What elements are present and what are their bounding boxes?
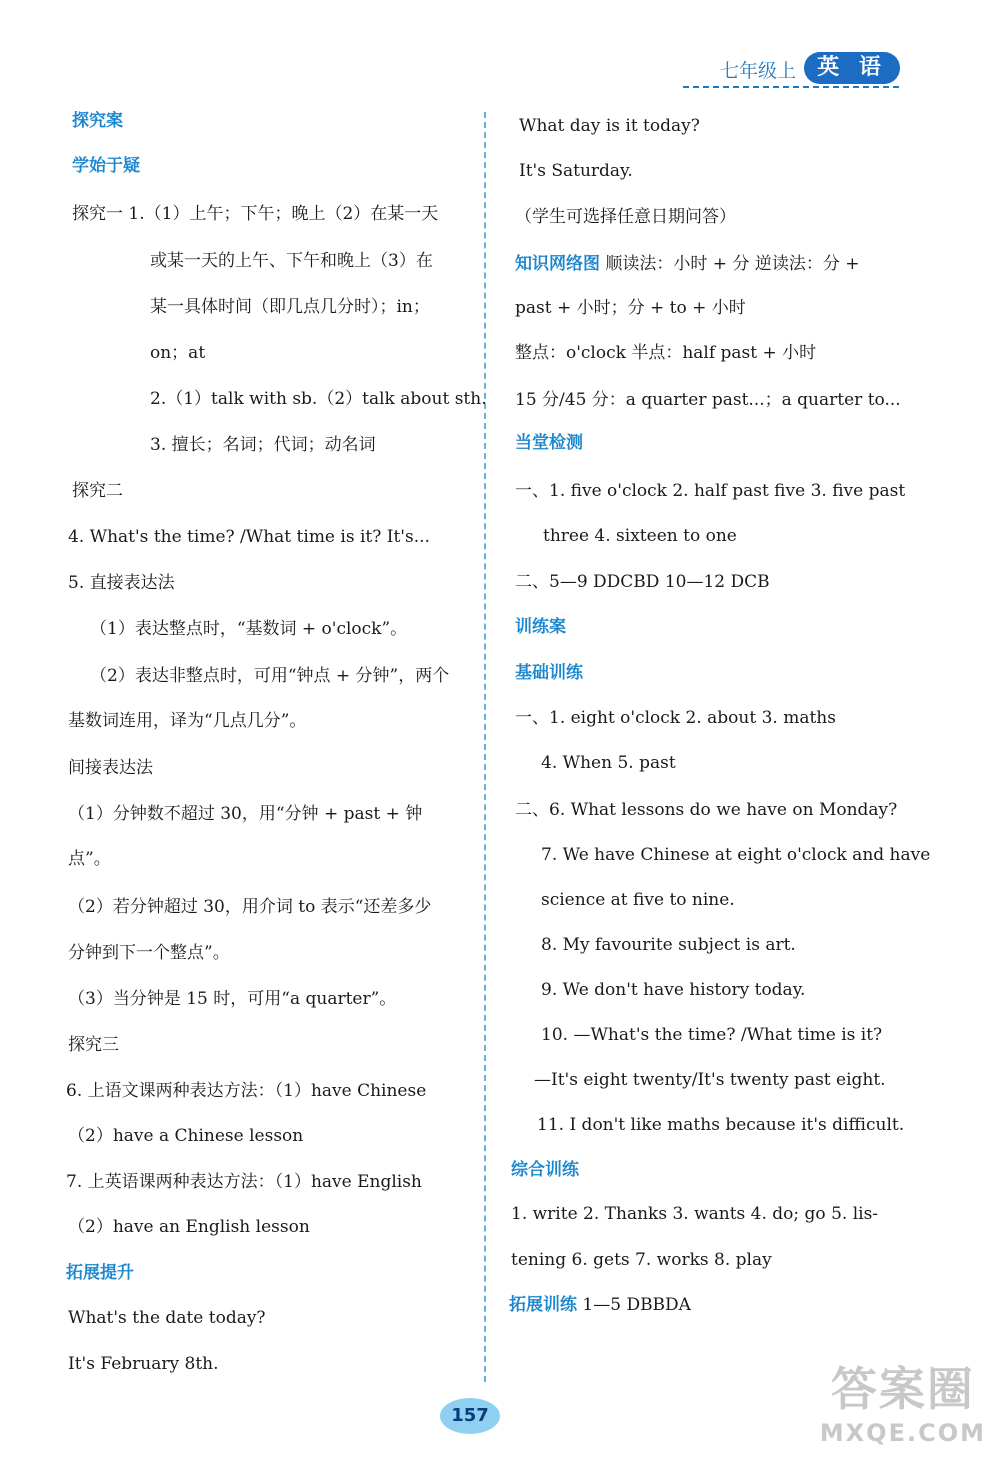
section-heading [515, 662, 583, 684]
line-text: 二、5—9 DDCBD 10—12 DCB [515, 572, 770, 592]
text-line [541, 1024, 882, 1046]
text-line [68, 1307, 266, 1329]
section-heading [72, 110, 123, 132]
text-line [541, 934, 796, 956]
text-line [68, 572, 175, 594]
line-text: 间接表达法 [68, 758, 153, 778]
text-line [68, 803, 422, 825]
section-heading-text: 拓展提升 [66, 1263, 134, 1283]
text-line [511, 1249, 772, 1271]
text-line [515, 571, 770, 593]
text-line [543, 525, 737, 547]
text-line [66, 1171, 422, 1193]
line-text: （1）表达整点时，“基数词 + o'clock”。 [90, 619, 408, 639]
text-line [68, 988, 396, 1010]
line-text: （2）have an English lesson [68, 1217, 310, 1237]
line-text: 4. When 5. past [541, 753, 676, 773]
line-text: 9. We don't have history today. [541, 980, 806, 1000]
section-heading [515, 253, 860, 275]
text-line [72, 480, 123, 502]
text-line [68, 1125, 303, 1147]
line-text: 7. 上英语课两种表达方法：（1）have English [66, 1172, 422, 1192]
header-underline [683, 86, 899, 88]
line-text: past + 小时；分 + to + 小时 [515, 298, 746, 318]
line-text: 15 分/45 分：a quarter past...；a quarter to... [515, 390, 901, 410]
subject-badge: 英 语 [804, 52, 900, 84]
text-line [68, 1353, 219, 1375]
text-line [515, 342, 816, 364]
line-text: science at five to nine. [541, 890, 735, 910]
text-line [68, 942, 230, 964]
line-text: tening 6. gets 7. works 8. play [511, 1250, 772, 1270]
section-heading [66, 1262, 134, 1284]
watermark-cn: 答案圈 [830, 1362, 975, 1416]
text-line [72, 203, 438, 225]
text-line [541, 889, 735, 911]
grade-label: 七年级上 [719, 60, 796, 82]
text-line [68, 1034, 119, 1056]
line-text: 探究二 [72, 481, 123, 501]
line-text: （2）若分钟超过 30，用介词 to 表示“还差多少 [68, 897, 432, 917]
line-text: It's Saturday. [519, 161, 633, 181]
text-line [534, 1069, 886, 1091]
line-text: 4. What's the time? /What time is it? It's... [68, 527, 430, 547]
text-line [537, 1114, 904, 1136]
text-line [541, 752, 676, 774]
text-line [150, 250, 433, 272]
watermark [820, 1353, 986, 1447]
section-heading-text: 学始于疑 [72, 156, 140, 176]
line-text: 3. 擅长；名词；代词；动名词 [150, 435, 376, 455]
text-line [150, 342, 205, 364]
text-line [68, 1216, 310, 1238]
line-rest-text: 1—5 DBBDA [577, 1295, 691, 1315]
line-text: （3）当分钟是 15 时，可用“a quarter”。 [68, 989, 397, 1009]
text-line [515, 799, 897, 821]
line-text: （1）分钟数不超过 30，用“分钟 + past + 钟 [68, 804, 423, 824]
section-heading [515, 432, 583, 454]
line-text: 基数词连用，译为“几点几分”。 [68, 711, 307, 731]
section-heading [72, 155, 140, 177]
section-heading-text: 基础训练 [515, 663, 583, 683]
text-line [519, 115, 700, 137]
line-text: What's the date today? [68, 1308, 266, 1328]
line-text: three 4. sixteen to one [543, 526, 737, 546]
text-line [68, 848, 111, 870]
text-line [150, 388, 487, 410]
line-text: 11. I don't like maths because it's difficult. [537, 1115, 905, 1135]
section-heading [511, 1159, 579, 1181]
line-text: 分钟到下一个整点”。 [68, 943, 230, 963]
line-text: 1. write 2. Thanks 3. wants 4. do; go 5. lis- [511, 1204, 879, 1224]
line-text: What day is it today? [519, 116, 700, 136]
line-text: 6. 上语文课两种表达方法：（1）have Chinese [66, 1081, 427, 1101]
line-text: 某一具体时间（即几点几分时）；in； [150, 297, 430, 317]
text-line [68, 896, 431, 918]
line-text: 10. —What's the time? /What time is it? [541, 1025, 883, 1045]
text-line [68, 526, 430, 548]
text-line [515, 206, 736, 228]
text-line [515, 707, 836, 729]
text-line [90, 665, 449, 687]
section-heading-text: 知识网络图 [515, 254, 600, 274]
text-line [90, 618, 407, 640]
line-text: —It's eight twenty/It's twenty past eight. [534, 1070, 886, 1090]
line-text: on；at [150, 343, 206, 363]
text-line [66, 1080, 426, 1102]
text-line [519, 160, 633, 182]
section-heading [515, 616, 566, 638]
line-text: 整点：o'clock 半点：half past + 小时 [515, 343, 817, 363]
line-text: （2）表达非整点时，可用“钟点 + 分钟”，两个 [90, 666, 450, 686]
section-heading-text: 拓展训练 [509, 1295, 577, 1315]
line-text: It's February 8th. [68, 1354, 219, 1374]
line-text: 点”。 [68, 849, 111, 869]
text-line [68, 710, 306, 732]
text-line [541, 844, 930, 866]
text-line [515, 389, 901, 411]
text-line [515, 297, 746, 319]
column-divider [484, 112, 486, 1382]
line-text: （2）have a Chinese lesson [68, 1126, 304, 1146]
line-rest-text: 顺读法：小时 + 分 逆读法：分 + [600, 254, 860, 274]
text-line [515, 480, 905, 502]
text-line [68, 757, 153, 779]
text-line [511, 1203, 878, 1225]
line-text: 探究三 [68, 1035, 119, 1055]
watermark-en: MXQE.COM [819, 1419, 986, 1447]
section-heading [509, 1294, 691, 1316]
text-line [150, 434, 376, 456]
line-text: 或某一天的上午、下午和晚上（3）在 [150, 251, 433, 271]
line-text: 8. My favourite subject is art. [541, 935, 796, 955]
section-heading-text: 训练案 [515, 617, 566, 637]
line-text: 5. 直接表达法 [68, 573, 175, 593]
line-text: 7. We have Chinese at eight o'clock and have [541, 845, 931, 865]
line-text: 二、6. What lessons do we have on Monday? [515, 800, 898, 820]
line-text: 一、1. five o'clock 2. half past five 3. five past [515, 481, 906, 501]
line-text: （学生可选择任意日期问答） [515, 207, 736, 227]
section-heading-text: 探究案 [72, 111, 123, 131]
line-text: 一、1. eight o'clock 2. about 3. maths [515, 708, 836, 728]
text-line [541, 979, 805, 1001]
line-text: 探究一 1.（1）上午；下午；晚上（2）在某一天 [72, 204, 439, 224]
section-heading-text: 综合训练 [511, 1160, 579, 1180]
line-text: 2.（1）talk with sb.（2）talk about sth. [150, 389, 487, 409]
page-number: 157 [440, 1398, 500, 1434]
section-heading-text: 当堂检测 [515, 433, 583, 453]
text-line [150, 296, 430, 318]
